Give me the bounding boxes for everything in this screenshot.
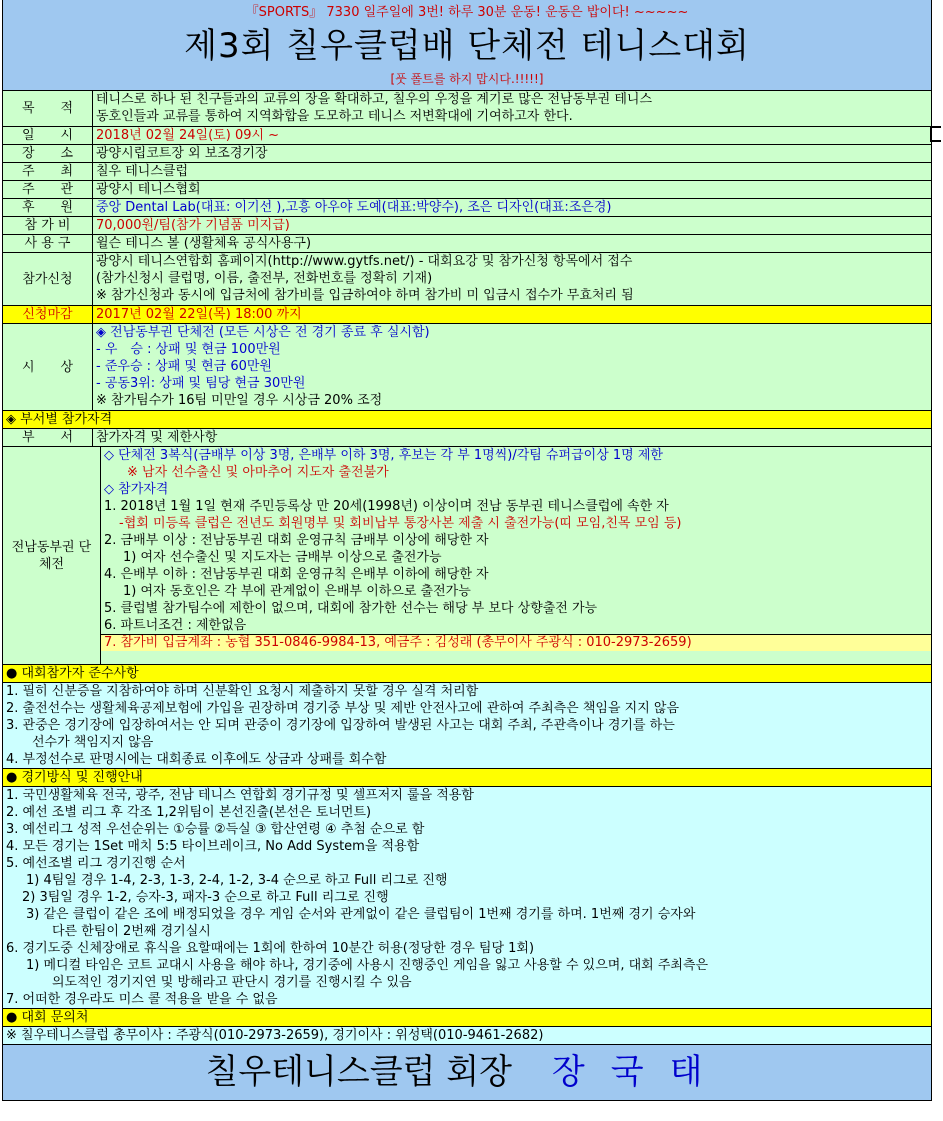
deadline-label: 신청마감: [3, 306, 93, 323]
method-section: [3, 787, 931, 1009]
rules-bar: ● 대회참가자 준수사항: [3, 665, 931, 683]
qual-line: 1. 2018년 1월 1일 현재 주민등록상 만 20세(1998년) 이상이며 전남 동부권 테니스클럽에 속한 자: [104, 499, 669, 514]
method-line: 1) 4팀일 경우 1-4, 2-3, 1-3, 2-4, 1-2, 3-4 순으로 하고 Full 리그로 진행: [26, 873, 448, 888]
fee-value: 70,000원/팀(참가 기념품 미지급): [96, 218, 290, 233]
place-label: 장 소: [3, 145, 93, 162]
fee-label: 참 가 비: [3, 217, 93, 234]
qualification-head-row: [3, 429, 931, 447]
awards-line: ※ 참가팀수가 16팀 미만일 경우 시상금 20% 조정: [96, 393, 383, 408]
qual-line: 1) 여자 동호인은 각 부에 관계없이 은배부 이하으로 출전가능: [123, 584, 471, 599]
place-value: 광양시립코트장 외 보조경기장: [96, 146, 268, 161]
place-row: [3, 145, 931, 163]
qual-line: 5. 클럽별 참가팀수에 제한이 없으며, 대회에 참가한 선수는 해당 부 보다 상향출전 가능: [104, 601, 598, 616]
selection-bracket: [930, 126, 941, 142]
organizer-value: 광양시 테니스협회: [96, 182, 201, 197]
apply-label: 참가신청: [3, 253, 93, 305]
host-value: 칠우 테니스클럽: [96, 164, 189, 179]
contact-bar: ● 대회 문의처: [3, 1009, 931, 1027]
dept-head-label: 부 서: [3, 429, 93, 446]
organizer-label: 주 관: [3, 181, 93, 198]
qual-line: ◇ 참가자격: [104, 482, 169, 497]
method-line: 3) 같은 클럽이 같은 조에 배정되었을 경우 게임 순서와 관계없이 같은 클럽팀이 1번째 경기를 하며. 1번째 경기 승자와: [26, 907, 696, 922]
dept-head-value: 참가자격 및 제한사항: [96, 430, 218, 445]
date-label: 일 시: [3, 127, 93, 144]
apply-line: (참가신청시 클럽명, 이름, 출전부, 전화번호를 정확히 기재): [96, 271, 433, 286]
deadline-value: 2017년 02월 22일(목) 18:00 까지: [96, 307, 302, 322]
apply-line: 광양시 테니스연합회 홈페이지(http://www.gytfs.net/) - 대회요강 및 참가신청 항목에서 접수: [96, 254, 633, 269]
method-line: 6. 경기도중 신체장애로 휴식을 요할때에는 1회에 한하여 10분간 허용(정당한 경우 팀당 1회): [6, 941, 535, 956]
method-line: 다른 한팀이 2번째 경기실시: [52, 924, 211, 939]
purpose-label: 목 적: [3, 91, 93, 126]
rules-line: 선수가 책임지지 않음: [32, 735, 154, 750]
awards-line: - 우 승 : 상패 및 현금 100만원: [96, 342, 281, 357]
awards-line: - 공동3위: 상패 및 팀당 현금 30만원: [96, 376, 306, 391]
date-value: 2018년 02월 24일(토) 09시 ~: [96, 128, 280, 143]
awards-label: 시 상: [3, 324, 93, 410]
ball-row: [3, 235, 931, 253]
bank-account-line: 7. 참가비 입금계좌 : 농협 351-0846-9984-13, 예금주 : 김성래 (총무이사 주광식 : 010-2973-2659): [101, 634, 931, 651]
method-line: 의도적인 경기지연 및 방해라고 판단시 경기를 진행시킬 수 있음: [52, 975, 412, 990]
method-line: 3. 예선리그 성적 우선순위는 ①승률 ②득실 ③ 합산연령 ④ 추첨 순으로 함: [6, 822, 425, 837]
rules-line: 3. 관중은 경기장에 입장하여서는 안 되며 관중이 경기장에 입장하여 발생된 사고는 대회 주최, 주관측이나 경기를 하는: [6, 718, 675, 733]
sponsor-label: 후 원: [3, 199, 93, 216]
method-bar: ● 경기방식 및 진행안내: [3, 769, 931, 787]
footer-signature: [3, 1045, 931, 1101]
method-line: 4. 모든 경기는 1Set 매치 5:5 타이브레이크, No Add System을 적용함: [6, 839, 420, 854]
qual-line: 4. 은배부 이하 : 전남동부권 대회 운영규칙 은배부 이하에 해당한 자: [104, 567, 489, 582]
ball-value: 윌슨 테니스 볼 (생활체육 공식사용구): [96, 236, 312, 251]
warning-text: [풋 폴트를 하지 맙시다.!!!!!]: [390, 72, 544, 86]
rules-line: 2. 출전선수는 생활체육공제보험에 가입을 권장하며 경기중 부상 및 제반 안전사고에 관하여 주최측은 책임을 지지 않음: [6, 701, 680, 716]
dept-label: 전남동부권 단체전: [3, 447, 101, 664]
qual-line: 2. 금배부 이상 : 전남동부권 대회 운영규칙 금배부 이상에 해당한 자: [104, 533, 489, 548]
sponsor-value: 중앙 Dental Lab(대표: 이기선 ),고흥 아우야 도예(대표:박양수), 조은 디자인(대표:조은경): [96, 200, 612, 215]
rules-line: 1. 필히 신분증을 지참하여야 하며 신분확인 요청시 제출하지 못할 경우 실격 처리함: [6, 684, 479, 699]
host-label: 주 최: [3, 163, 93, 180]
rules-line: 4. 부정선수로 판명시에는 대회종료 이후에도 상금과 상패를 회수함: [6, 752, 387, 767]
qualification-row: [3, 447, 931, 665]
date-row: [3, 127, 931, 145]
sponsor-row: [3, 199, 931, 217]
awards-row: [3, 324, 931, 411]
slogan: 『SPORTS』 7330 일주일에 3번! 하루 30분 운동! 운동은 밥이다! ~~~~~: [245, 5, 689, 20]
rules-section: [3, 683, 931, 769]
contact-line: ※ 칠우테니스클럽 총무이사 : 주광식(010-2973-2659), 경기이사 : 위성택(010-9461-2682): [3, 1027, 931, 1045]
fee-row: [3, 217, 931, 235]
apply-line: ※ 참가신청과 동시에 입금처에 참가비를 입금하여야 하며 참가비 미 입금시 접수가 무효처리 됨: [96, 288, 634, 303]
page-title: 제3회 칠우클럽배 단체전 테니스대회: [184, 26, 750, 66]
method-line: 5. 예선조별 리그 경기진행 순서: [6, 856, 186, 871]
ball-label: 사 용 구: [3, 235, 93, 252]
footer-title: 칠우테니스클럽 회장: [205, 1052, 512, 1092]
awards-line: - 준우승 : 상패 및 현금 60만원: [96, 359, 272, 374]
qual-line: ◇ 단체전 3복식(금배부 이상 3명, 은배부 이하 3명, 후보는 각 부 1명씩)/각팀 슈퍼급이상 1명 제한: [104, 448, 663, 463]
qual-line: -협회 미등록 클럽은 전년도 회원명부 및 회비납부 통장사본 제출 시 출전가능(띠 모임,친목 모임 등): [119, 516, 682, 531]
method-line: 2) 3팀일 경우 1-2, 승자-3, 패자-3 순으로 하고 Full 리그로 진행: [22, 890, 389, 905]
deadline-row: [3, 306, 931, 324]
president-name: 장국태: [551, 1052, 729, 1092]
qual-line: 1) 여자 선수출신 및 지도자는 금배부 이상으로 출전가능: [123, 550, 442, 565]
apply-row: [3, 253, 931, 306]
qualification-bar: ◈ 부서별 참가자격: [3, 411, 931, 429]
method-line: 1. 국민생활체육 전국, 광주, 전남 테니스 연합회 경기규정 및 셀프저지 룰을 적용함: [6, 788, 474, 803]
qual-line: 6. 파트너조건 : 제한없음: [104, 618, 247, 633]
qual-line: ※ 남자 선수출신 및 아마추어 지도자 출전불가: [127, 465, 389, 480]
method-line: 1) 메디컬 타임은 코트 교대시 사용을 해야 하나, 경기중에 사용시 진행중인 게임을 잃고 사용할 수 있으며, 대회 주최측은: [26, 958, 709, 973]
host-row: [3, 163, 931, 181]
purpose-line: 테니스로 하나 된 친구들과의 교류의 장을 확대하고, 칠우의 우정을 계기로 많은 전남동부권 테니스: [96, 92, 653, 107]
method-line: 7. 어떠한 경우라도 미스 콜 적용을 받을 수 없음: [6, 992, 278, 1007]
method-line: 2. 예선 조별 리그 후 각조 1,2위팀이 본선진출(본선은 토너먼트): [6, 805, 372, 820]
purpose-line: 동호인들과 교류를 통하여 지역화합을 도모하고 테니스 저변확대에 기여하고자 한다.: [96, 109, 573, 124]
tournament-notice: [2, 0, 932, 1101]
awards-line: ◈ 전남동부권 단체전 (모든 시상은 전 경기 종료 후 실시함): [96, 325, 430, 340]
notice-header: [3, 0, 931, 91]
purpose-row: [3, 91, 931, 127]
organizer-row: [3, 181, 931, 199]
